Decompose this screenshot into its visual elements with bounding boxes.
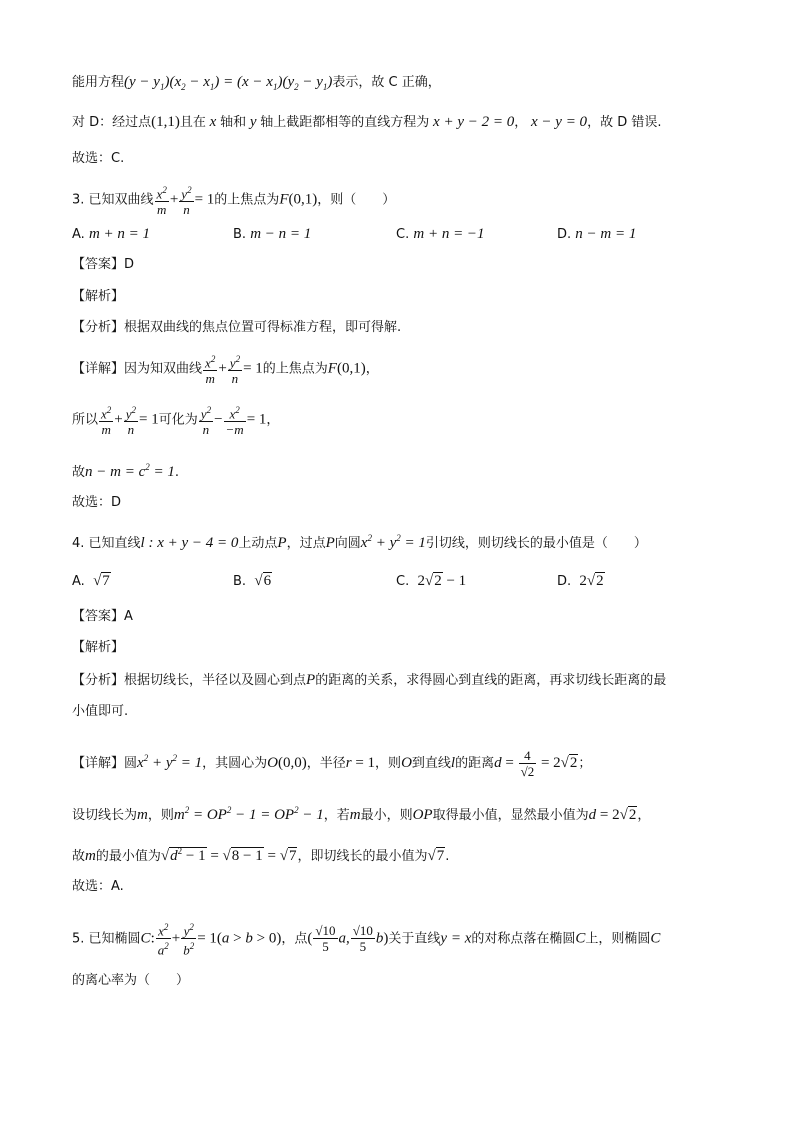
- analysis-heading: 【解析】: [72, 640, 125, 655]
- formula: F: [279, 191, 289, 208]
- formula: y: [246, 114, 261, 130]
- text: 轴上截距都相等的直线方程为: [260, 115, 430, 130]
- detail-line: 故$n - m = c^2 = 1$.: [72, 462, 180, 480]
- formula: x − y = 0: [527, 114, 588, 130]
- analysis-line: 【分析】根据切线长，半径以及圆心到点P的距离的关系，求得圆心到直线的距离，再求切线长距离的最: [72, 672, 667, 688]
- text-line: 的离心率为（ ）: [72, 973, 190, 988]
- option-a: A. √7: [72, 573, 110, 589]
- formula: (1,1): [151, 114, 180, 130]
- text: 表示，故 C 正确，: [332, 75, 441, 90]
- text-line: 故选：C.: [72, 151, 125, 166]
- text-line: [72, 72, 441, 97]
- detail-line: 【详解】因为知双曲线 $\frac{x^2}{m}$ + $\frac{y^2}{n}$ = 1的上焦点为F(0,1)，: [72, 354, 379, 387]
- fraction: $\frac{x^2}{m}$: [156, 185, 167, 218]
- text-line: 故选：D: [72, 495, 122, 510]
- detail-line: 故m的最小值为$√d^2 - 1 = √8 - 1 = √7$，即切线长的最小值为√7.: [72, 846, 450, 864]
- option-c: C. m + n = −1: [396, 226, 485, 242]
- question-4: 4. 已知直线l : x + y − 4 = 0上动点P，过点P向圆$x^2 + y^2 = 1$引切线，则切线长的最小值是（ ）: [72, 533, 647, 551]
- text-line: 故选：A.: [72, 879, 124, 894]
- question-3: 3. 已知双曲线 $\frac{x^2}{m}$ + $\frac{y^2}{n}$ = 1的上焦点为F(0,1)，则（ ）: [72, 185, 396, 218]
- answer-line: 【答案】A: [72, 609, 133, 624]
- option-c: C. 2√2 − 1: [396, 573, 467, 589]
- formula: x: [205, 114, 221, 130]
- text: 的上焦点为: [214, 192, 280, 208]
- text: ，故 D 错误.: [587, 115, 662, 130]
- text: 且在: [179, 115, 206, 130]
- formula: $(y - y_1)(x_2 - x_1) = (x - x_1)(y_2 - y_1)$: [124, 74, 333, 92]
- fraction: $\frac{y^2}{n}$: [181, 185, 192, 218]
- text: 对 D：经过点: [72, 115, 152, 130]
- answer-line: [72, 255, 134, 275]
- question-5: 5. 已知椭圆C: $\frac{x^2}{a^2}$ + $\frac{y^2}{b^2}$ = 1(a > b > 0)，点( $\frac{√10}{5}$ a, $\frac{√10}{5}$ b)关于直线y = x的对称点落在椭圆C上，则椭圆C: [72, 922, 661, 958]
- option-b: B. m − n = 1: [233, 226, 312, 242]
- analysis-line: 小值即可.: [72, 704, 129, 719]
- detail-line: 【详解】圆$x^2 + y^2 = 1$，其圆心为O(0,0)，半径r = 1，则O到直线l的距离d = $\frac{4}{√2}$ = 2√2；: [72, 748, 592, 779]
- text: 轴和: [220, 115, 247, 130]
- option-d: D. n − m = 1: [557, 226, 637, 242]
- text: 能用方程: [72, 75, 125, 90]
- option-b: B. √6: [233, 573, 272, 589]
- analysis-heading: 【解析】: [72, 289, 125, 304]
- text: ，则（ ）: [317, 192, 396, 208]
- formula: x + y − 2 = 0: [429, 114, 515, 130]
- text: 3. 已知双曲线: [72, 192, 154, 208]
- detail-line: 所以 $\frac{x^2}{m}$ + $\frac{y^2}{n}$ = 1可化为 $\frac{y^2}{n}$ − $\frac{x^2}{-m}$ = 1，: [72, 405, 280, 438]
- answer-value: D: [124, 257, 135, 272]
- analysis-line: 【分析】根据双曲线的焦点位置可得标准方程，即可得解.: [72, 320, 402, 335]
- detail-line: 设切线长为m，则$m^2 = OP^2 - 1 = OP^2 - 1$，若m最小，则OP取得最小值，显然最小值为d = 2√2，: [72, 805, 651, 823]
- text-line: 对 D：经过点(1,1)且在 x 轴和 y 轴上截距都相等的直线方程为 x + y − 2 = 0， x − y = 0，故 D 错误.: [72, 114, 662, 130]
- option-a: A. m + n = 1: [72, 226, 151, 242]
- answer-tag: 【答案】: [72, 257, 125, 272]
- option-d: D. 2√2: [557, 573, 604, 589]
